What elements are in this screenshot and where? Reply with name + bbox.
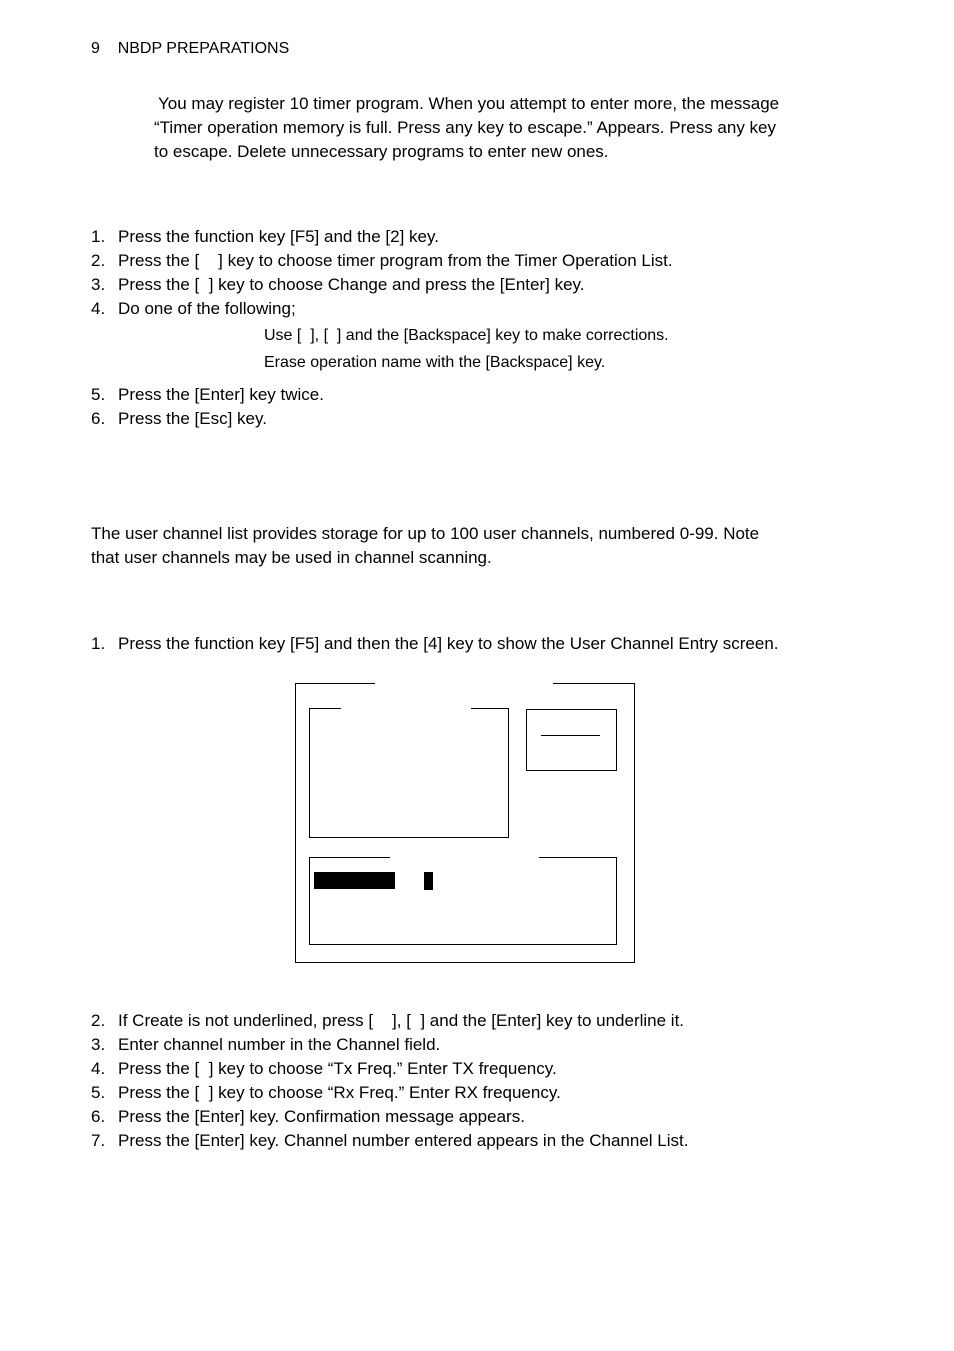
entry-box bbox=[309, 857, 617, 945]
highlight-bar bbox=[314, 872, 395, 889]
chapter-number: 9 bbox=[91, 40, 100, 57]
step-text: Press the [Enter] key. Confirmation message appears. bbox=[118, 1107, 525, 1126]
step-text: Press the [Enter] key. Channel number entered appears in the Channel List. bbox=[118, 1131, 689, 1150]
step-number: 3. bbox=[91, 275, 106, 294]
mode-underline bbox=[541, 735, 600, 736]
step-number: 7. bbox=[91, 1131, 106, 1150]
step-text: Enter channel number in the Channel field. bbox=[118, 1035, 441, 1054]
step-number: 4. bbox=[91, 1059, 106, 1078]
channel-list-box bbox=[309, 708, 509, 838]
step-number: 3. bbox=[91, 1035, 106, 1054]
intro-line: that user channels may be used in channel scanning. bbox=[91, 548, 492, 567]
page-header bbox=[91, 38, 289, 60]
list-title-gap bbox=[341, 707, 471, 710]
step-text: Press the [ ] key to choose Change and press the [Enter] key. bbox=[118, 275, 585, 294]
chapter-title: NBDP PREPARATIONS bbox=[117, 40, 290, 57]
mode-box bbox=[526, 709, 617, 771]
step-text: Press the [ ] key to choose “Tx Freq.” Enter TX frequency. bbox=[118, 1059, 557, 1078]
step-number: 4. bbox=[91, 299, 106, 318]
step-number: 5. bbox=[91, 1083, 106, 1102]
step-text: Press the [ ] key to choose “Rx Freq.” Enter RX frequency. bbox=[118, 1083, 561, 1102]
cursor-block bbox=[424, 872, 433, 890]
step-text: Press the function key [F5] and then the [4] key to show the User Channel Entry screen. bbox=[118, 634, 779, 653]
substep-text: Erase operation name with the [Backspace] key. bbox=[264, 354, 606, 371]
step-text: Press the [ ] key to choose timer program from the Timer Operation List. bbox=[118, 251, 673, 270]
step-text: Press the [Esc] key. bbox=[118, 409, 267, 428]
frame-title-gap bbox=[375, 682, 553, 685]
step-number: 1. bbox=[91, 227, 106, 246]
note-line: You may register 10 timer program. When you attempt to enter more, the message bbox=[158, 94, 780, 113]
step-number: 2. bbox=[91, 251, 106, 270]
note-line: “Timer operation memory is full. Press any key to escape.” Appears. Press any key bbox=[154, 118, 777, 137]
entry-title-gap bbox=[390, 856, 539, 859]
step-number: 5. bbox=[91, 385, 106, 404]
step-text: Do one of the following; bbox=[118, 299, 296, 318]
step-number: 6. bbox=[91, 409, 106, 428]
step-number: 6. bbox=[91, 1107, 106, 1126]
substep-text: Use [ ], [ ] and the [Backspace] key to make corrections. bbox=[264, 327, 669, 344]
note-line: to escape. Delete unnecessary programs to enter new ones. bbox=[154, 142, 609, 161]
intro-line: The user channel list provides storage for up to 100 user channels, numbered 0-99. Note bbox=[91, 524, 760, 543]
step-number: 2. bbox=[91, 1011, 106, 1030]
step-text: Press the function key [F5] and the [2] key. bbox=[118, 227, 439, 246]
step-text: Press the [Enter] key twice. bbox=[118, 385, 324, 404]
step-text: If Create is not underlined, press [ ], [ ] and the [Enter] key to underline it. bbox=[118, 1011, 685, 1030]
step-number: 1. bbox=[91, 634, 106, 653]
